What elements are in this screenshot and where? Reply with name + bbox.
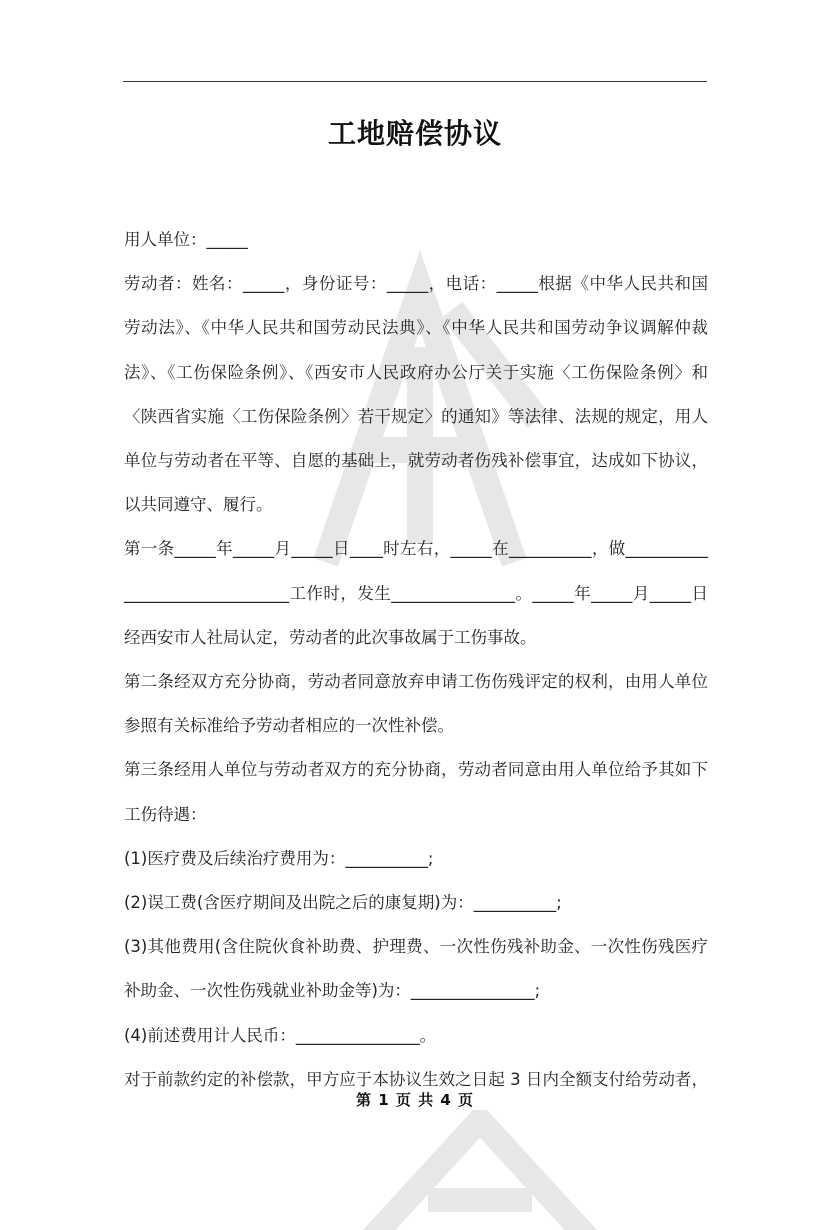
document-body [124, 218, 708, 1102]
article-1-paragraph: 第一条_____年_____月_____日____时左右，_____在__________，做______________________________工作时，发生_______________。_____年_____月_____日经西安市人社局认定，劳动者的此次事故属于工伤事故。 [124, 539, 708, 647]
compensation-item-3: (3)其他费用(含住院伙食补助费、护理费、一次性伤残补助金、一次性伤残医疗补助金、一次性伤残就业补助金等)为：_______________; [124, 937, 708, 1001]
compensation-item-2: (2)误工费(含医疗期间及出院之后的康复期)为：__________; [124, 893, 562, 913]
preamble-paragraph: 劳动者：姓名：_____，身份证号：_____，电话：_____根据《中华人民共和国劳动法》、《中华人民共和国劳动民法典》、《中华人民共和国劳动争议调解仲裁法》、《工伤保险条例》、《西安市人民政府办公厅关于实施〈工伤保险条例〉和〈陕西省实施〈工伤保险条例〉若干规定〉的通知》等法律、法规的规定，用人单位与劳动者在平等、自愿的基础上，就劳动者伤残补偿事宜，达成如下协议，以共同遵守、履行。 [124, 274, 708, 515]
employer-field: 用人单位：_____ [124, 230, 248, 249]
article-3-paragraph: 第三条经用人单位与劳动者双方的充分协商，劳动者同意由用人单位给予其如下工伤待遇： [124, 760, 708, 824]
compensation-item-1: (1)医疗费及后续治疗费用为：__________; [124, 848, 434, 868]
article-2-paragraph: 第二条经双方充分协商，劳动者同意放弃申请工伤伤残评定的权利，由用人单位参照有关标准给予劳动者相应的一次性补偿。 [124, 672, 708, 736]
header-divider [123, 81, 707, 82]
payment-terms-paragraph: 对于前款约定的补偿款，甲方应于本协议生效之日起 3 日内全额支付给劳动者， [124, 1069, 708, 1089]
watermark-logo-icon [330, 1110, 630, 1230]
compensation-item-4: (4)前述费用计人民币：_______________。 [124, 1025, 437, 1045]
document-title: 工地赔偿协议 [327, 117, 502, 150]
page-indicator: 第 1 页 共 4 页 [356, 1091, 474, 1109]
